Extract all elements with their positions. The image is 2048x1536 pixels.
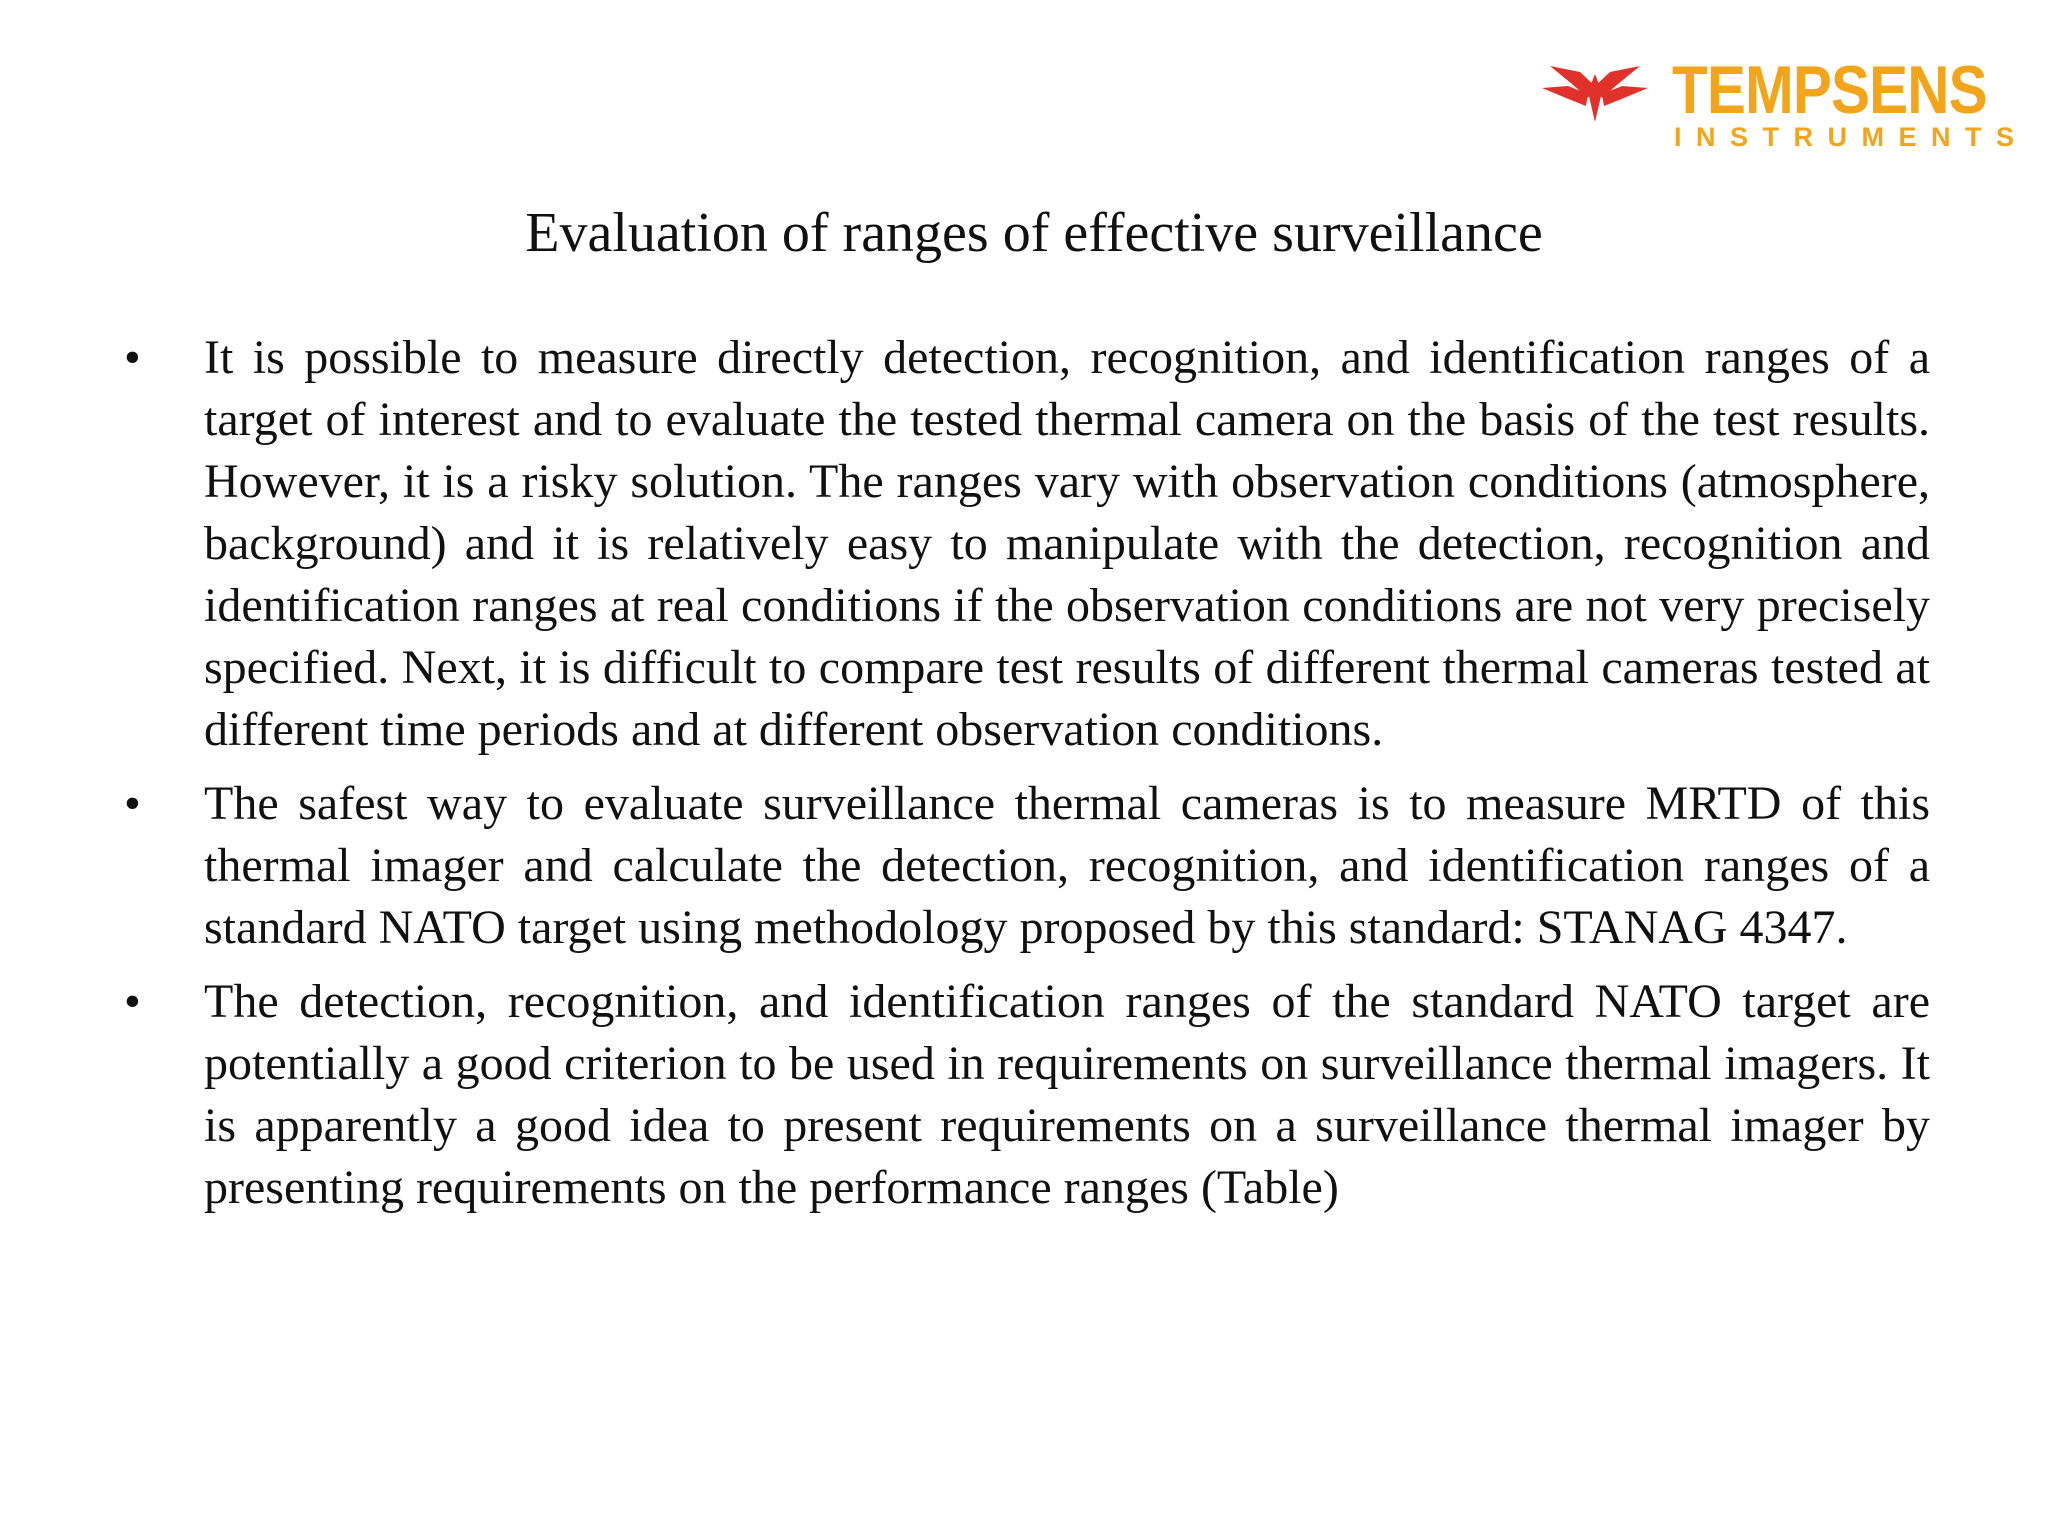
bullet-icon: • [124,975,141,1028]
logo-subtitle-text: INSTRUMENTS [1674,122,2029,152]
logo-brand-text: TEMPSENS [1672,52,1987,128]
slide-title: Evaluation of ranges of effective surveillance [525,202,1543,264]
bullet-list [120,327,1930,1231]
bullet-icon: • [124,331,141,384]
bullet-text: The detection, recognition, and identification ranges of the standard NATO target are potentially a good criterion to be used in requirements on surveillance thermal imagers. It is apparently a good idea to present requirements on a surveillance thermal imager by presenting requirements on the performance ranges (Table) [204,975,1930,1214]
tempsens-arrow-logo-icon [1540,64,1650,128]
bullet-text: The safest way to evaluate surveillance thermal cameras is to measure MRTD of this thermal imager and calculate the detection, recognition, and identification ranges of a standard NATO target using methodology proposed by this standard: STANAG 4347. [204,777,1930,954]
bullet-icon: • [124,777,141,830]
bullet-item [120,773,1930,959]
company-logo [1540,52,2029,168]
bullet-item [120,327,1930,761]
bullet-item [120,971,1930,1219]
bullet-text: It is possible to measure directly detection, recognition, and identification ranges of a target of interest and to evaluate the tested thermal camera on the basis of the test results. However, it is a risky solution. The ranges vary with observation conditions (atmosphere, background) and it is relatively easy to manipulate with the detection, recognition and identification ranges at real conditions if the observation conditions are not very precisely specified. Next, it is difficult to compare test results of different thermal cameras tested at different time periods and at different observation conditions. [204,331,1930,756]
